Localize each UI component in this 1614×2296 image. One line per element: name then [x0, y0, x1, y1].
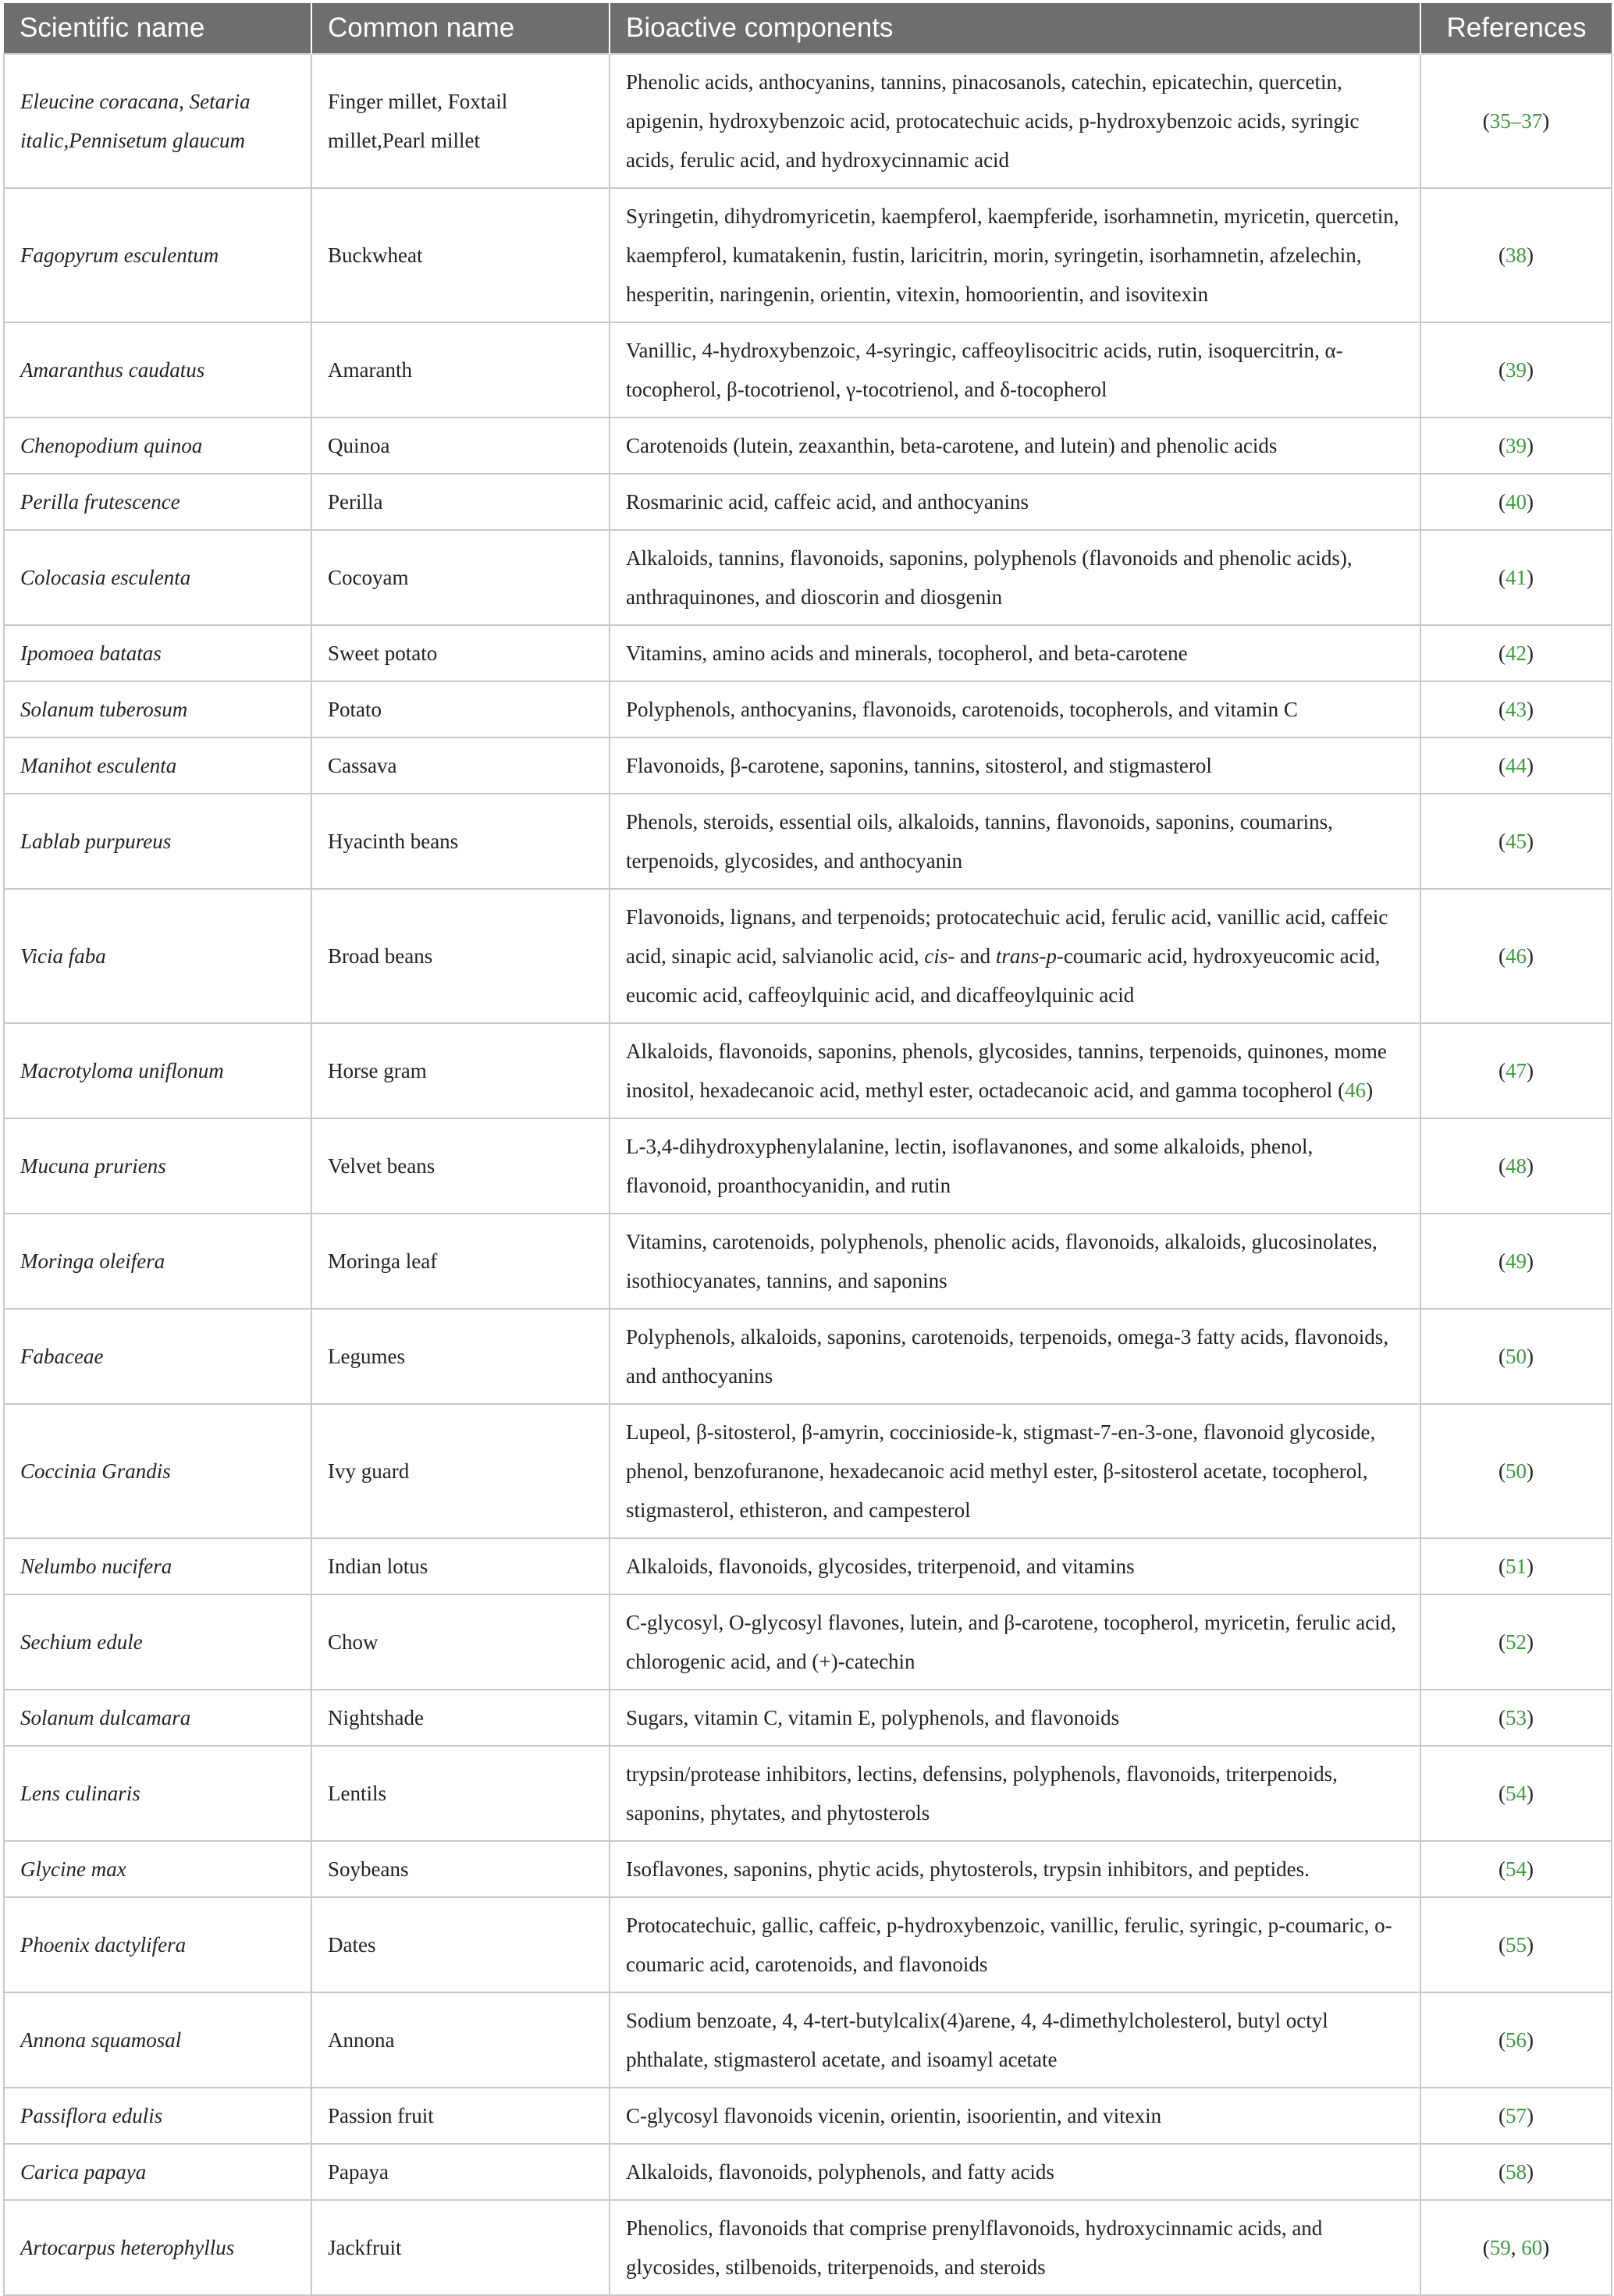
bioactive-components-cell: Isoflavones, saponins, phytic acids, phytosterols, trypsin inhibitors, and peptides. — [610, 1841, 1420, 1897]
common-name-cell: Sweet potato — [311, 625, 610, 681]
scientific-name-cell: Solanum dulcamara — [4, 1690, 311, 1746]
common-name-cell: Legumes — [311, 1309, 610, 1404]
scientific-name-cell: Nelumbo nucifera — [4, 1538, 311, 1594]
table-row — [4, 1992, 1612, 2088]
bioactive-components-cell: Protocatechuic, gallic, caffeic, p-hydroxybenzoic, vanillic, ferulic, syringic, p-coumaric, o-coumaric acid, carotenoids, and flavonoids — [610, 1897, 1420, 1992]
scientific-name-cell: Mucuna pruriens — [4, 1118, 311, 1214]
common-name-cell: Nightshade — [311, 1690, 610, 1746]
table-row — [4, 418, 1612, 474]
reference-link[interactable]: 58 — [1506, 2160, 1527, 2184]
reference-link[interactable]: 49 — [1506, 1249, 1527, 1273]
reference-link[interactable]: 41 — [1506, 566, 1527, 589]
table-row — [4, 1690, 1612, 1746]
scientific-name-cell: Eleucine coracana, Setaria italic,Pennisetum glaucum — [4, 54, 311, 188]
table-row — [4, 681, 1612, 737]
bioactive-components-cell: Phenols, steroids, essential oils, alkaloids, tannins, flavonoids, saponins, coumarins, terpenoids, glycosides, and anthocyanin — [610, 794, 1420, 889]
bioactive-components-cell: Vitamins, carotenoids, polyphenols, phenolic acids, flavonoids, alkaloids, glucosinolates, isothiocyanates, tannins, and saponins — [610, 1214, 1420, 1309]
scientific-name-cell: Phoenix dactylifera — [4, 1897, 311, 1992]
table-row — [4, 1214, 1612, 1309]
bioactive-components-cell: Phenolics, flavonoids that comprise prenylflavonoids, hydroxycinnamic acids, and glycosides, stilbenoids, triterpenoids, and steroids — [610, 2200, 1420, 2295]
table-row — [4, 1841, 1612, 1897]
reference-link[interactable]: 50 — [1506, 1345, 1527, 1368]
inline-reference-link[interactable]: 46 — [1345, 1079, 1367, 1102]
scientific-name-cell: Lablab purpureus — [4, 794, 311, 889]
bioactive-components-cell: Alkaloids, flavonoids, saponins, phenols, glycosides, tannins, terpenoids, quinones, mome inositol, hexadecanoic acid, methyl ester, octadecanoic acid, and gamma tocopherol (46) — [610, 1023, 1420, 1118]
scientific-name-cell: Coccinia Grandis — [4, 1404, 311, 1538]
table-row — [4, 1404, 1612, 1538]
bioactive-components-cell: Alkaloids, tannins, flavonoids, saponins, polyphenols (flavonoids and phenolic acids), anthraquinones, and dioscorin and diosgenin — [610, 530, 1420, 625]
bioactive-components-cell: Sugars, vitamin C, vitamin E, polyphenols, and flavonoids — [610, 1690, 1420, 1746]
bioactive-components-cell: Lupeol, β-sitosterol, β-amyrin, coccinioside-k, stigmast-7-en-3-one, flavonoid glycoside, phenol, benzofuranone, hexadecanoic acid methyl ester, β-sitosterol acetate, tocopherol, stigmasterol, ethisteron, and campesterol — [610, 1404, 1420, 1538]
header-bioactive-components: Bioactive components — [610, 3, 1420, 54]
common-name-cell: Lentils — [311, 1746, 610, 1841]
reference-link[interactable]: 54 — [1506, 1782, 1527, 1805]
references-cell: (46) — [1420, 889, 1612, 1023]
table-row — [4, 2144, 1612, 2200]
bioactive-components-cell: Flavonoids, β-carotene, saponins, tannins, sitosterol, and stigmasterol — [610, 737, 1420, 794]
common-name-cell: Chow — [311, 1594, 610, 1690]
common-name-cell: Velvet beans — [311, 1118, 610, 1214]
bioactive-components-cell: Carotenoids (lutein, zeaxanthin, beta-carotene, and lutein) and phenolic acids — [610, 418, 1420, 474]
common-name-cell: Broad beans — [311, 889, 610, 1023]
references-cell: (50) — [1420, 1309, 1612, 1404]
common-name-cell: Potato — [311, 681, 610, 737]
table-row — [4, 625, 1612, 681]
bioactive-components-cell: Syringetin, dihydromyricetin, kaempferol, kaempferide, isorhamnetin, myricetin, quercetin, kaempferol, kumatakenin, fustin, laricitrin, morin, syringetin, isorhamnetin, afzelechin, hesperitin, naringenin, orientin, vitexin, homoorientin, and isovitexin — [610, 188, 1420, 322]
common-name-cell: Cocoyam — [311, 530, 610, 625]
common-name-cell: Jackfruit — [311, 2200, 610, 2295]
table-row — [4, 2088, 1612, 2144]
table-row — [4, 1309, 1612, 1404]
header-common-name: Common name — [311, 3, 610, 54]
common-name-cell: Dates — [311, 1897, 610, 1992]
scientific-name-cell: Chenopodium quinoa — [4, 418, 311, 474]
reference-link[interactable]: 39 — [1506, 358, 1527, 382]
bioactive-components-cell: Rosmarinic acid, caffeic acid, and anthocyanins — [610, 474, 1420, 530]
common-name-cell: Papaya — [311, 2144, 610, 2200]
header-references: References — [1420, 3, 1612, 54]
reference-link[interactable]: 39 — [1506, 434, 1527, 457]
reference-link[interactable]: 57 — [1506, 2104, 1527, 2127]
scientific-name-cell: Ipomoea batatas — [4, 625, 311, 681]
reference-link[interactable]: 45 — [1506, 830, 1527, 853]
references-cell: (59, 60) — [1420, 2200, 1612, 2295]
common-name-cell: Ivy guard — [311, 1404, 610, 1538]
scientific-name-cell: Perilla frutescence — [4, 474, 311, 530]
reference-link[interactable]: 54 — [1506, 1857, 1527, 1881]
scientific-name-cell: Amaranthus caudatus — [4, 322, 311, 418]
table-row — [4, 188, 1612, 322]
bioactive-components-cell: Alkaloids, flavonoids, glycosides, triterpenoid, and vitamins — [610, 1538, 1420, 1594]
bioactive-components-cell: Polyphenols, alkaloids, saponins, carotenoids, terpenoids, omega-3 fatty acids, flavonoids, and anthocyanins — [610, 1309, 1420, 1404]
table-row — [4, 737, 1612, 794]
common-name-cell: Annona — [311, 1992, 610, 2088]
references-cell: (44) — [1420, 737, 1612, 794]
references-cell: (54) — [1420, 1746, 1612, 1841]
scientific-name-cell: Artocarpus heterophyllus — [4, 2200, 311, 2295]
reference-link[interactable]: 38 — [1506, 243, 1527, 267]
reference-link[interactable]: 56 — [1506, 2028, 1527, 2052]
scientific-name-cell: Glycine max — [4, 1841, 311, 1897]
references-cell: (43) — [1420, 681, 1612, 737]
table-row — [4, 474, 1612, 530]
bioactive-components-cell: Sodium benzoate, 4, 4-tert-butylcalix(4)arene, 4, 4-dimethylcholesterol, butyl octyl phthalate, stigmasterol acetate, and isoamyl acetate — [610, 1992, 1420, 2088]
reference-link[interactable]: 51 — [1506, 1555, 1527, 1578]
reference-link[interactable]: 35 — [1489, 109, 1511, 133]
table-row — [4, 322, 1612, 418]
reference-link[interactable]: 48 — [1506, 1154, 1527, 1178]
scientific-name-cell: Fabaceae — [4, 1309, 311, 1404]
references-cell: (38) — [1420, 188, 1612, 322]
common-name-cell: Hyacinth beans — [311, 794, 610, 889]
bioactive-components-cell: Vanillic, 4-hydroxybenzoic, 4-syringic, caffeoylisocitric acids, rutin, isoquercitrin, α-tocopherol, β-tocotrienol, γ-tocotrienol, and δ-tocopherol — [610, 322, 1420, 418]
reference-link[interactable]: 47 — [1506, 1059, 1527, 1082]
references-cell: (47) — [1420, 1023, 1612, 1118]
scientific-name-cell: Vicia faba — [4, 889, 311, 1023]
bioactive-components-cell: Vitamins, amino acids and minerals, tocopherol, and beta-carotene — [610, 625, 1420, 681]
references-cell: (51) — [1420, 1538, 1612, 1594]
reference-link[interactable]: 60 — [1521, 2236, 1543, 2259]
common-name-cell: Buckwheat — [311, 188, 610, 322]
bioactive-components-cell: trypsin/protease inhibitors, lectins, defensins, polyphenols, flavonoids, triterpenoids, saponins, phytates, and phytosterols — [610, 1746, 1420, 1841]
table-row — [4, 1746, 1612, 1841]
references-cell: (56) — [1420, 1992, 1612, 2088]
table-row — [4, 530, 1612, 625]
table-row — [4, 1023, 1612, 1118]
references-cell: (49) — [1420, 1214, 1612, 1309]
reference-link[interactable]: 46 — [1506, 944, 1527, 968]
bioactive-components-table — [3, 3, 1612, 2296]
reference-link[interactable]: 52 — [1506, 1630, 1527, 1654]
references-cell: (39) — [1420, 418, 1612, 474]
scientific-name-cell: Moringa oleifera — [4, 1214, 311, 1309]
references-cell: (53) — [1420, 1690, 1612, 1746]
table-row — [4, 54, 1612, 188]
references-cell: (40) — [1420, 474, 1612, 530]
bioactive-components-cell: Phenolic acids, anthocyanins, tannins, pinacosanols, catechin, epicatechin, quercetin, apigenin, hydroxybenzoic acid, protocatechuic acids, p-hydroxybenzoic acids, syringic acids, ferulic acid, and hydroxycinnamic acid — [610, 54, 1420, 188]
scientific-name-cell: Lens culinaris — [4, 1746, 311, 1841]
scientific-name-cell: Fagopyrum esculentum — [4, 188, 311, 322]
reference-link[interactable]: 50 — [1506, 1459, 1527, 1483]
table-row — [4, 1594, 1612, 1690]
scientific-name-cell: Passiflora edulis — [4, 2088, 311, 2144]
table-row — [4, 2200, 1612, 2295]
reference-link[interactable]: 40 — [1506, 490, 1527, 514]
references-cell: (57) — [1420, 2088, 1612, 2144]
references-cell: (41) — [1420, 530, 1612, 625]
reference-link[interactable]: 37 — [1521, 109, 1543, 133]
reference-link[interactable]: 53 — [1506, 1706, 1527, 1729]
references-cell: (54) — [1420, 1841, 1612, 1897]
references-cell: (35–37) — [1420, 54, 1612, 188]
references-cell: (52) — [1420, 1594, 1612, 1690]
scientific-name-cell: Manihot esculenta — [4, 737, 311, 794]
common-name-cell: Moringa leaf — [311, 1214, 610, 1309]
references-cell: (39) — [1420, 322, 1612, 418]
references-cell: (42) — [1420, 625, 1612, 681]
scientific-name-cell: Annona squamosal — [4, 1992, 311, 2088]
table-row — [4, 889, 1612, 1023]
references-cell: (48) — [1420, 1118, 1612, 1214]
bioactive-components-cell: Flavonoids, lignans, and terpenoids; protocatechuic acid, ferulic acid, vanillic acid, caffeic acid, sinapic acid, salvianolic acid, cis- and trans-p-coumaric acid, hydroxyeucomic acid, eucomic acid, caffeoylquinic acid, and dicaffeoylquinic acid — [610, 889, 1420, 1023]
common-name-cell: Soybeans — [311, 1841, 610, 1897]
bioactive-components-cell: Alkaloids, flavonoids, polyphenols, and fatty acids — [610, 2144, 1420, 2200]
scientific-name-cell: Carica papaya — [4, 2144, 311, 2200]
reference-link[interactable]: 59 — [1489, 2236, 1511, 2259]
header-row — [4, 3, 1612, 54]
common-name-cell: Horse gram — [311, 1023, 610, 1118]
table-row — [4, 1118, 1612, 1214]
scientific-name-cell: Solanum tuberosum — [4, 681, 311, 737]
bioactive-components-cell: C-glycosyl, O-glycosyl flavones, lutein, and β-carotene, tocopherol, myricetin, ferulic acid, chlorogenic acid, and (+)-catechin — [610, 1594, 1420, 1690]
bioactive-components-cell: C-glycosyl flavonoids vicenin, orientin, isoorientin, and vitexin — [610, 2088, 1420, 2144]
common-name-cell: Passion fruit — [311, 2088, 610, 2144]
references-cell: (55) — [1420, 1897, 1612, 1992]
reference-link[interactable]: 43 — [1506, 698, 1527, 721]
references-cell: (50) — [1420, 1404, 1612, 1538]
scientific-name-cell: Colocasia esculenta — [4, 530, 311, 625]
common-name-cell: Perilla — [311, 474, 610, 530]
table-row — [4, 794, 1612, 889]
table-row — [4, 1538, 1612, 1594]
common-name-cell: Quinoa — [311, 418, 610, 474]
reference-link[interactable]: 44 — [1506, 754, 1527, 777]
scientific-name-cell: Sechium edule — [4, 1594, 311, 1690]
header-scientific-name: Scientific name — [4, 3, 311, 54]
table-row — [4, 1897, 1612, 1992]
bioactive-components-cell: L-3,4-dihydroxyphenylalanine, lectin, isoflavanones, and some alkaloids, phenol, flavonoid, proanthocyanidin, and rutin — [610, 1118, 1420, 1214]
scientific-name-cell: Macrotyloma uniflonum — [4, 1023, 311, 1118]
common-name-cell: Amaranth — [311, 322, 610, 418]
bioactive-components-cell: Polyphenols, anthocyanins, flavonoids, carotenoids, tocopherols, and vitamin C — [610, 681, 1420, 737]
reference-link[interactable]: 42 — [1506, 642, 1527, 665]
common-name-cell: Cassava — [311, 737, 610, 794]
common-name-cell: Indian lotus — [311, 1538, 610, 1594]
references-cell: (58) — [1420, 2144, 1612, 2200]
references-cell: (45) — [1420, 794, 1612, 889]
reference-link[interactable]: 55 — [1506, 1933, 1527, 1957]
common-name-cell: Finger millet, Foxtail millet,Pearl millet — [311, 54, 610, 188]
